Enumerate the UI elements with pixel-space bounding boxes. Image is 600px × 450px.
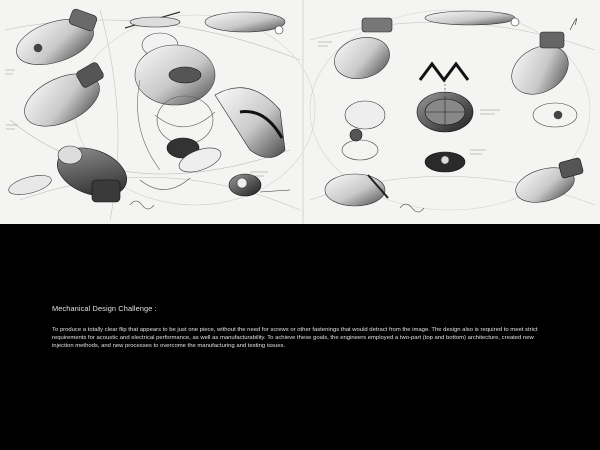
section-heading: Mechanical Design Challenge : <box>52 304 157 313</box>
concept-sketch-image <box>0 0 600 224</box>
exploded-assembly-sketches-sheet-icon <box>310 10 595 212</box>
description-block <box>52 304 552 350</box>
description-paragraph: To produce a totally clear flip that appears to be just one piece, without the need for screws or other fastenings that would detract from the image. The design also is required to meet strict requirements for acoustic and electrical performance, as well as manufacturability. To achieve these goals, the engineers employed a two-part (top and bottom) architecture, created new injection methods, and new processes to overcome the manufacturing and testing issues. <box>52 327 538 349</box>
phone-concept-sketches-sheet-icon <box>5 8 315 220</box>
